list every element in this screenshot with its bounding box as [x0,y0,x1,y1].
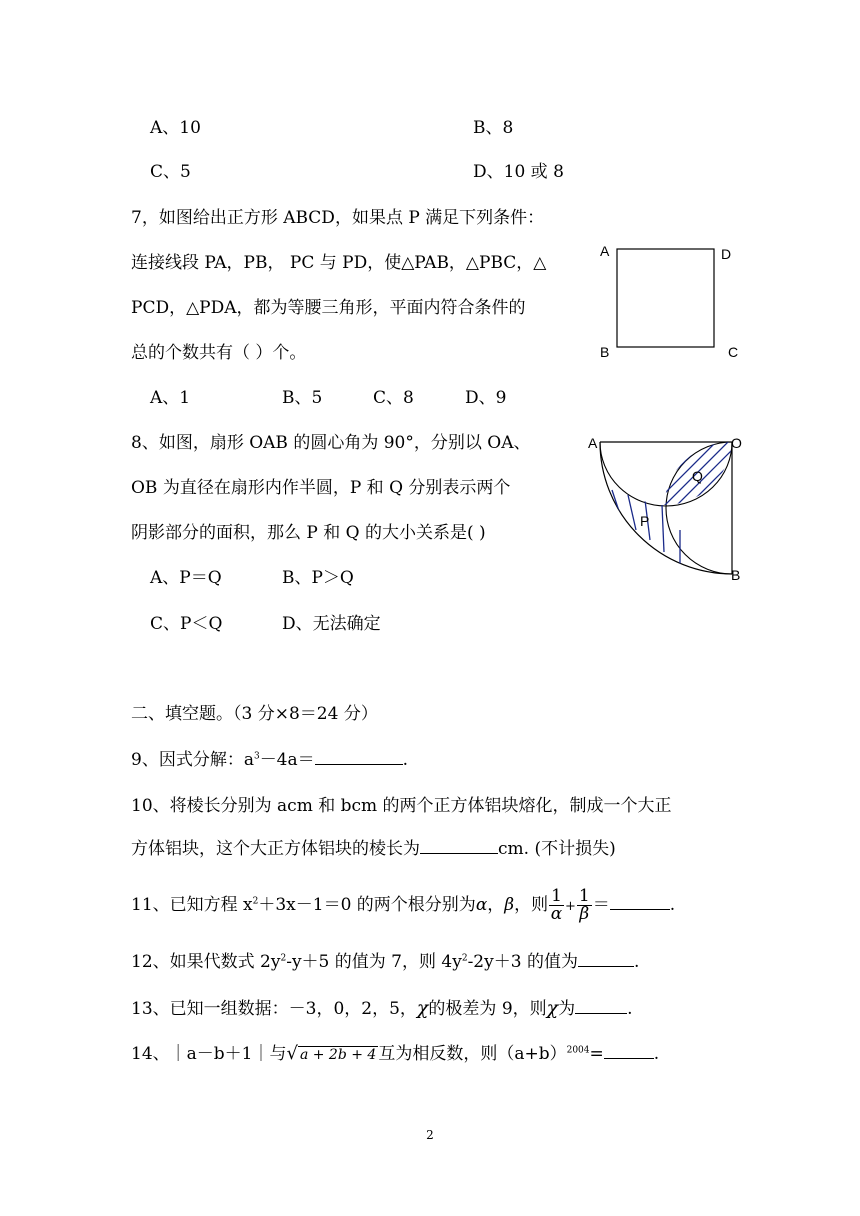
q11-plus: + [564,899,576,914]
q14-part-3: = [589,1044,604,1064]
semicircle-ob [666,442,732,574]
q8-option-b: B、P＞Q [282,568,354,588]
q14-part-2: 互为相反数，则（a+b） [378,1044,567,1064]
q13-end: . [627,999,633,1019]
q7-option-a: A、1 [150,388,191,408]
q9-exponent: 3 [253,751,260,762]
q11-frac2-denominator: β [579,904,590,924]
q12-exponent-2: 2 [461,953,468,964]
q12-part-2: -y＋5 的值为 7，则 4y [286,952,462,972]
q11-line [131,888,675,924]
q10-line-2-suffix: cm. (不计损失) [498,839,616,859]
q11-alpha: α [475,895,488,915]
q13-answer-blank[interactable] [575,997,627,1014]
q11-comma: ， [487,895,505,915]
q10-answer-blank[interactable] [420,837,498,854]
q7-line-1: 7，如图给出正方形 ABCD，如果点 P 满足下列条件： [131,208,545,228]
q11-frac1-denominator: α [550,904,563,924]
q14-answer-blank[interactable] [604,1042,654,1059]
q14-exponent: 2004 [566,1045,590,1056]
q8-option-a: A、P＝Q [150,568,222,588]
q13-part-2: 的极差为 9，则 [428,999,547,1019]
q12-end: . [633,952,640,972]
q12-exponent-1: 2 [280,953,287,964]
q13-line [131,996,633,1021]
q11-beta: β [504,895,515,915]
q7-option-c: C、8 [373,388,414,408]
q12-answer-blank[interactable] [578,950,634,967]
q10-line-2-prefix: 方体铝块，这个大正方体铝块的棱长为 [131,839,420,859]
sector-label-o: O [731,435,742,451]
sector-label-q: Q [692,468,703,484]
q11-middle: ＋3x－1＝0 的两个根分别为 [258,895,476,915]
q8-option-c: C、P＜Q [150,614,223,634]
q14-line [131,1042,659,1067]
semicircle-oa [600,442,732,506]
q11-fraction-beta [577,888,592,923]
square-label-a: A [600,243,610,259]
q8-line-1: 8、如图，扇形 OAB 的圆心角为 90°，分别以 OA、 [131,433,531,453]
q7-line-4: 总的个数共有（ ）个。 [131,343,307,363]
q11-frac1-numerator: 1 [551,886,562,906]
q8-line-3: 阴影部分的面积，那么 P 和 Q 的大小关系是( ) [131,523,486,543]
q13-chi-2: χ [546,997,559,1019]
q14-sqrt [286,1042,378,1067]
section-2-heading: 二、填空题。（3 分×8＝24 分） [131,704,378,724]
q9-prefix: 9、因式分解：a [131,750,254,770]
q14-part-1: 14、｜a－b＋1｜与 [131,1044,287,1064]
q13-part-3: 为 [558,999,576,1019]
square-label-d: D [721,246,732,262]
sector-label-p: P [640,513,650,529]
q6-option-d: D、10 或 8 [473,162,564,182]
q13-chi-1: χ [416,997,429,1019]
q14-end: . [653,1044,660,1064]
q6-option-a: A、10 [150,118,201,138]
q10-line-2 [131,837,616,861]
sqrt-sign-icon: √ [286,1043,298,1064]
q10-line-1: 10、将棱长分别为 acm 和 bcm 的两个正方体铝块熔化，制成一个大正 [131,796,672,816]
q13-part-1: 13、已知一组数据：－3，0，2，5， [131,999,417,1019]
q11-end: . [669,895,676,915]
q11-frac2-numerator: 1 [578,886,590,906]
q9-suffix: －4a＝ [259,750,315,770]
q7-option-b: B、5 [282,388,323,408]
q9-end: . [402,750,409,770]
q7-line-2: 连接线段 PA，PB， PC 与 PD，使△PAB，△PBC，△ [131,253,547,273]
q6-option-c: C、5 [150,162,191,182]
q11-exponent: 2 [252,896,259,907]
q9-line [131,748,408,772]
sector-label-b: B [731,567,741,583]
page-number: 2 [426,1128,434,1142]
q7-option-d: D、9 [465,388,507,408]
q11-prefix: 11、已知方程 x [131,895,253,915]
q7-line-3: PCD，△PDA，都为等腰三角形，平面内符合条件的 [131,298,526,318]
sector-label-a: A [588,435,598,451]
q8-line-2: OB 为直径在扇形内作半圆，P 和 Q 分别表示两个 [131,478,511,498]
q9-answer-blank[interactable] [315,748,403,765]
q11-then: ，则 [514,895,549,915]
q12-line [131,950,639,974]
square-label-b: B [600,344,610,360]
q11-fraction-alpha [549,888,564,923]
q14-radicand: a + 2b + 4 [299,1047,377,1063]
q11-equals: ＝ [592,895,610,915]
q6-option-b: B、8 [473,118,514,138]
q8-option-d: D、无法确定 [282,614,381,634]
q12-part-1: 12、如果代数式 2y [131,952,281,972]
q11-answer-blank[interactable] [610,893,670,910]
q12-part-3: -2y＋3 的值为 [467,952,578,972]
square-label-c: C [728,344,739,360]
